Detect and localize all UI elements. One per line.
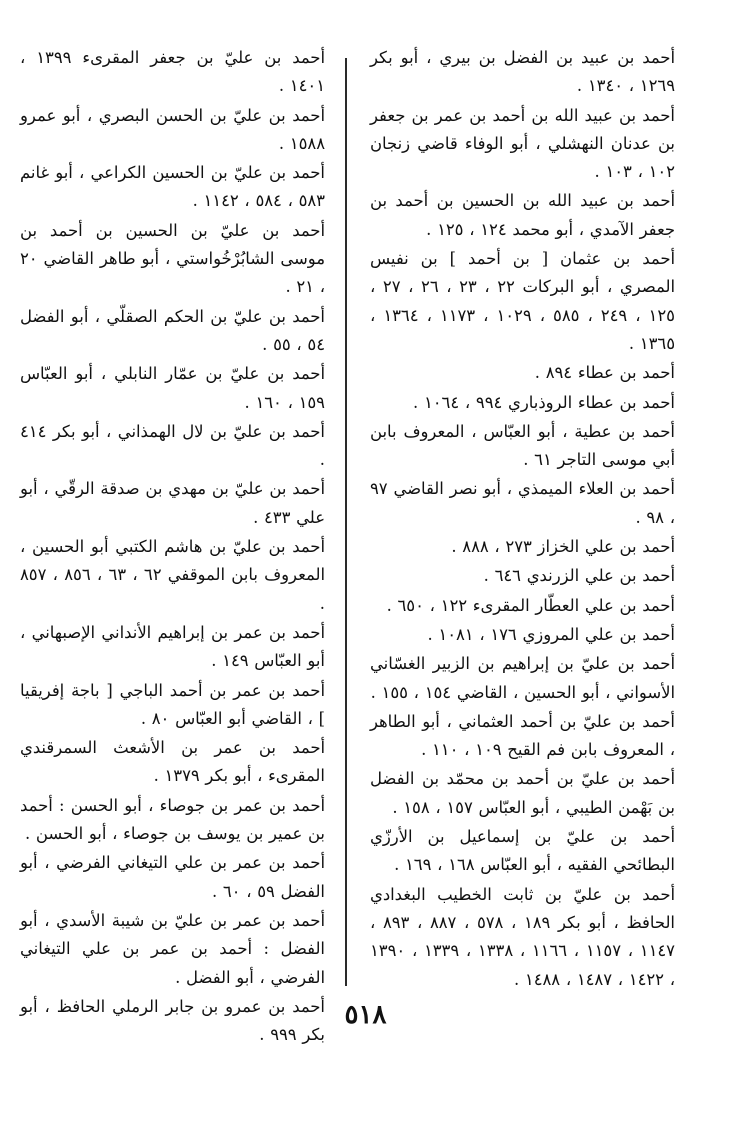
index-entry: أحمد بن عمر بن علي التيغاني الفرضي ، أبو الفضل ٥٩ ، ٦٠ . bbox=[14, 853, 325, 901]
index-entry: أحمد بن علي الخزاز ٢٧٣ ، ٨٨٨ . bbox=[451, 537, 675, 557]
index-entry: أحمد بن عمرو بن جابر الرملي الحافظ ، أبو بكر ٩٩٩ . bbox=[14, 996, 325, 1045]
index-entry: أحمد بن عمر بن عليّ بن شيبة الأسدي ، أبو الفضل : أحمد بن عمر بن علي التيغاني الفرضي ، أبو الفضل . bbox=[14, 910, 325, 987]
index-entry: أحمد بن عبيد بن الفضل بن بيري ، أبو بكر ١٢٦٩ ، ١٣٤٠ . bbox=[364, 48, 675, 96]
index-entry: أحمد بن العلاء الميمذي ، أبو نصر القاضي ٩٧ ، ٩٨ . bbox=[364, 479, 675, 527]
index-entry: أحمد بن عثمان [ بن أحمد ] بن نفيس المصري ، أبو البركات ٢٢ ، ٢٣ ، ٢٦ ، ٢٧ ، ١٢٥ ، ٢٤٩ ، ٥٨٥ ، ١٠٢٩ ، ١١٧٣ ، ١٣٦٤ ، ١٣٦٥ . bbox=[364, 249, 675, 353]
index-entry: أحمد بن عبيد الله بن أحمد بن عمر بن جعفر بن عدنان النهشلي ، أبو الوفاء قاضي زنجان ١٠٢ ، ١٠٣ . bbox=[364, 105, 675, 182]
index-entry: أحمد بن علي الزرندي ٦٤٦ . bbox=[483, 566, 675, 586]
index-entry: أحمد بن عليّ بن هاشم الكتبي أبو الحسين ، المعروف بابن الموقفي ٦٢ ، ٦٣ ، ٨٥٦ ، ٨٥٧ . bbox=[14, 537, 326, 613]
index-entry: أحمد بن عمر بن إبراهيم الأنداني الإصبهاني ، أبو العبّاس ١٤٩ . bbox=[14, 622, 325, 671]
index-entry: أحمد بن عليّ بن جعفر المقرىء ١٣٩٩ ، ١٤٠١ . bbox=[14, 48, 325, 96]
index-entry: أحمد بن عمر بن أحمد الباجي [ باجة إفريقيا ] ، القاضي أبو العبّاس ٨٠ . bbox=[14, 680, 325, 728]
index-entry: أحمد بن عمر بن جوصاء ، أبو الحسن : أحمد بن عمير بن يوسف بن جوصاء ، أبو الحسن . bbox=[14, 795, 325, 844]
page-number: ٥١٨ bbox=[344, 1000, 387, 1030]
index-entry: أحمد بن عليّ بن مهدي بن صدقة الرقّي ، أبو علي ٤٣٣ . bbox=[14, 479, 325, 527]
index-entry: أحمد بن عطية ، أبو العبّاس ، المعروف بابن أبي موسى التاجر ٦١ . bbox=[364, 421, 675, 470]
index-entry: أحمد بن عليّ بن الحكم الصقلّي ، أبو الفضل ٥٤ ، ٥٥ . bbox=[14, 306, 325, 354]
index-entry: أحمد بن عليّ بن إبراهيم بن الزبير الغسّاني الأسواني ، أبو الحسين ، القاضي ١٥٤ ، ١٥٥ . bbox=[364, 654, 675, 702]
index-entry: أحمد بن عمر بن الأشعث السمرقندي المقرىء ، أبو بكر ١٣٧٩ . bbox=[14, 738, 325, 786]
index-entry: أحمد بن عبيد الله بن الحسين بن أحمد بن جعفر الآمدي ، أبو محمد ١٢٤ ، ١٢٥ . bbox=[364, 191, 675, 239]
index-entry: أحمد بن علي العطّار المقرىء ١٢٢ ، ٦٥٠ . bbox=[386, 595, 675, 615]
column-divider bbox=[345, 58, 347, 986]
index-entry: أحمد بن عليّ بن لال الهمذاني ، أبو بكر ٤١٤ . bbox=[14, 421, 325, 470]
left-column bbox=[14, 44, 326, 1045]
index-entry: أحمد بن عليّ بن الحسن البصري ، أبو عمرو ١٥٨٨ . bbox=[14, 105, 325, 153]
index-entry: أحمد بن عليّ بن أحمد بن محمّد بن الفضل بن بَهْمن الطيبي ، أبو العبّاس ١٥٧ ، ١٥٨ . bbox=[364, 769, 675, 817]
index-entry: أحمد بن عطاء الروذباري ٩٩٤ ، ١٠٦٤ . bbox=[413, 392, 675, 412]
index-entry: أحمد بن عليّ بن إسماعيل بن الأرزّي البطائحي الفقيه ، أبو العبّاس ١٦٨ ، ١٦٩ . bbox=[364, 827, 675, 875]
index-entry: أحمد بن عطاء ٨٩٤ . bbox=[534, 363, 675, 383]
index-entry: أحمد بن عليّ بن عمّار النابلي ، أبو العبّاس ١٥٩ ، ١٦٠ . bbox=[14, 364, 325, 412]
index-entry: أحمد بن عليّ بن ثابت الخطيب البغدادي الحافظ ، أبو بكر ١٨٩ ، ٥٧٨ ، ٨٨٧ ، ٨٩٣ ، ١١٤٧ ، ١١٥٧ ، ١١٦٦ ، ١٣٣٨ ، ١٣٣٩ ، ١٣٩٠ ، ١٤٢٢ ، ١٤٨٧ ، ١٤٨٨ . bbox=[364, 884, 675, 989]
index-entry: أحمد بن عليّ بن أحمد العثماني ، أبو الطاهر ، المعروف بابن فم القيح ١٠٩ ، ١١٠ . bbox=[364, 711, 675, 760]
index-entry: أحمد بن عليّ بن الحسين الكراعي ، أبو غانم ٥٨٣ ، ٥٨٤ ، ١١٤٢ . bbox=[14, 163, 325, 211]
index-entry: أحمد بن علي المروزي ١٧٦ ، ١٠٨١ . bbox=[427, 624, 675, 644]
index-entry: أحمد بن عليّ بن الحسين بن أحمد بن موسى الشابُرْخُواستي ، أبو طاهر القاضي ٢٠ ، ٢١ . bbox=[14, 220, 325, 297]
right-column bbox=[364, 44, 675, 989]
